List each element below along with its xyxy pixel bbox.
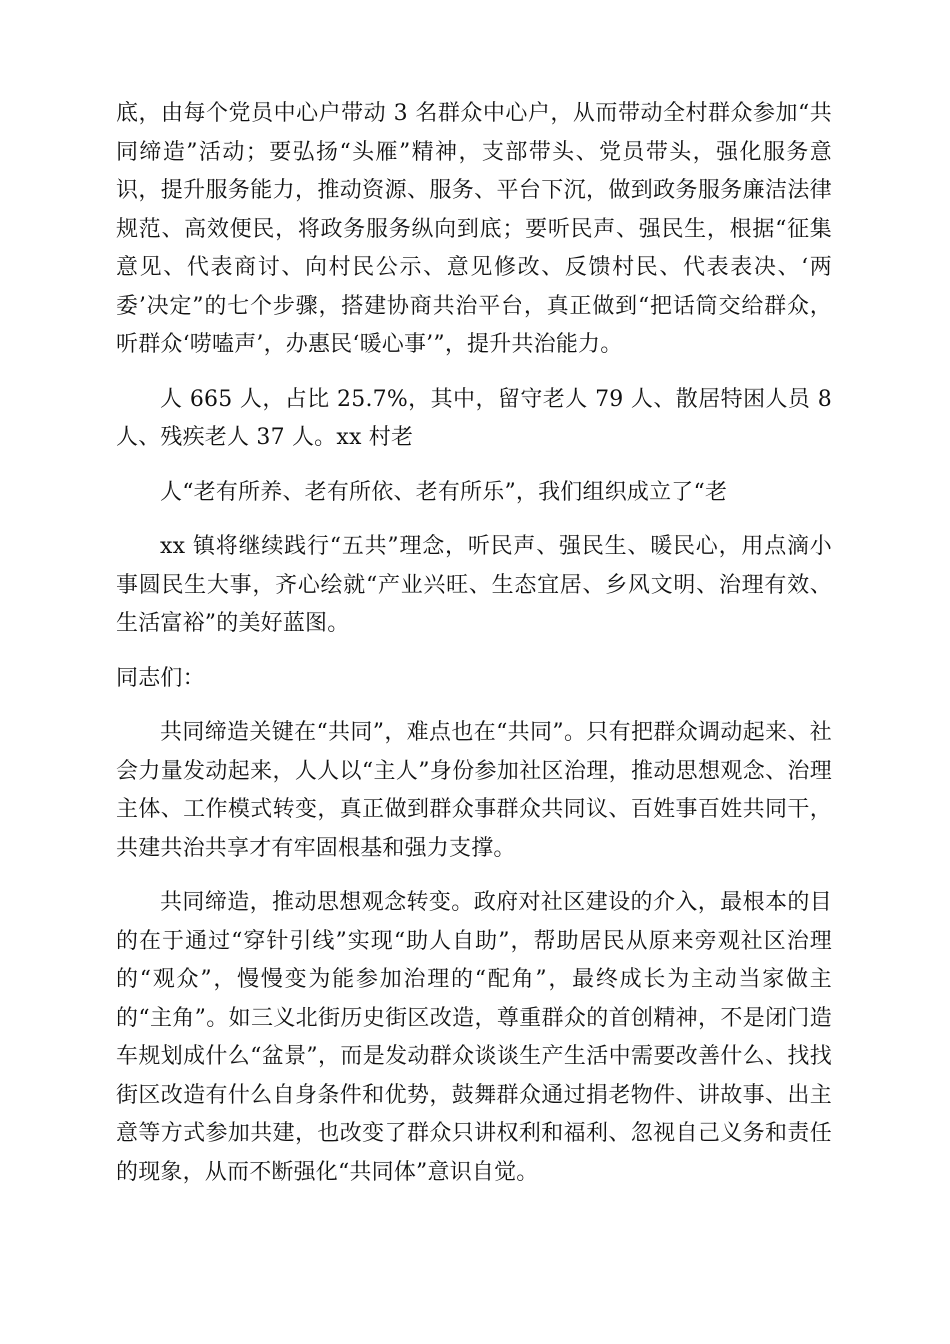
paragraph-6: 共同缔造关键在“共同”，难点也在“共同”。只有把群众调动起来、社会力量发动起来，人人以“主人”身份参加社区治理，推动思想观念、治理主体、工作模式转变，真正做到群众事群众共同议、百姓事百姓共同干，共建共治共享才有牢固根基和强力支撑。 xyxy=(116,720,832,861)
paragraph-3: 人“老有所养、老有所依、老有所乐”，我们组织成立了“老 xyxy=(160,479,728,505)
paragraph-7: 共同缔造，推动思想观念转变。政府对社区建设的介入，最根本的目的在于通过“穿针引线”实现“助人自助”，帮助居民从原来旁观社区治理的“观众”，慢慢变为能参加治理的“配角”，最终成长为主动当家做主的“主角”。如三义北街历史街区改造，尊重群众的首创精神，不是闭门造车规划成什么“盆景”，而是发动群众谈谈生产生活中需要改善什么、找找街区改造有什么自身条件和优势，鼓舞群众通过捐老物件、讲故事、出主意等方式参加共建，也改变了群众只讲权利和福利、忽视自己义务和责任的现象，从而不断强化“共同体”意识自觉。 xyxy=(116,890,832,1185)
paragraph-2: 人 665 人，占比 25.7%，其中，留守老人 79 人、散居特困人员 8 人、残疾老人 37 人。xx 村老 xyxy=(116,386,832,450)
paragraph-1: 底，由每个党员中心户带动 3 名群众中心户，从而带动全村群众参加“共同缔造”活动；要弘扬“头雁”精神，支部带头、党员带头，强化服务意识，提升服务能力，推动资源、服务、平台下沉，做到政务服务廉洁法律规范、高效便民，将政务服务纵向到底；要听民声、强民生，根据“征集意见、代表商讨、向村民公示、意见修改、反馈村民、代表表决、‘两委’决定”的七个步骤，搭建协商共治平台，真正做到“把话筒交给群众，听群众‘唠嗑声’，办惠民‘暖心事’”，提升共治能力。 xyxy=(116,101,832,357)
salutation: 同志们： xyxy=(116,665,205,691)
paragraph-4: xx 镇将继续践行“五共”理念，听民声、强民生、暖民心，用点滴小事圆民生大事，齐心绘就“产业兴旺、生态宜居、乡风文明、治理有效、生活富裕”的美好蓝图。 xyxy=(116,534,832,636)
document-page xyxy=(116,95,832,1192)
